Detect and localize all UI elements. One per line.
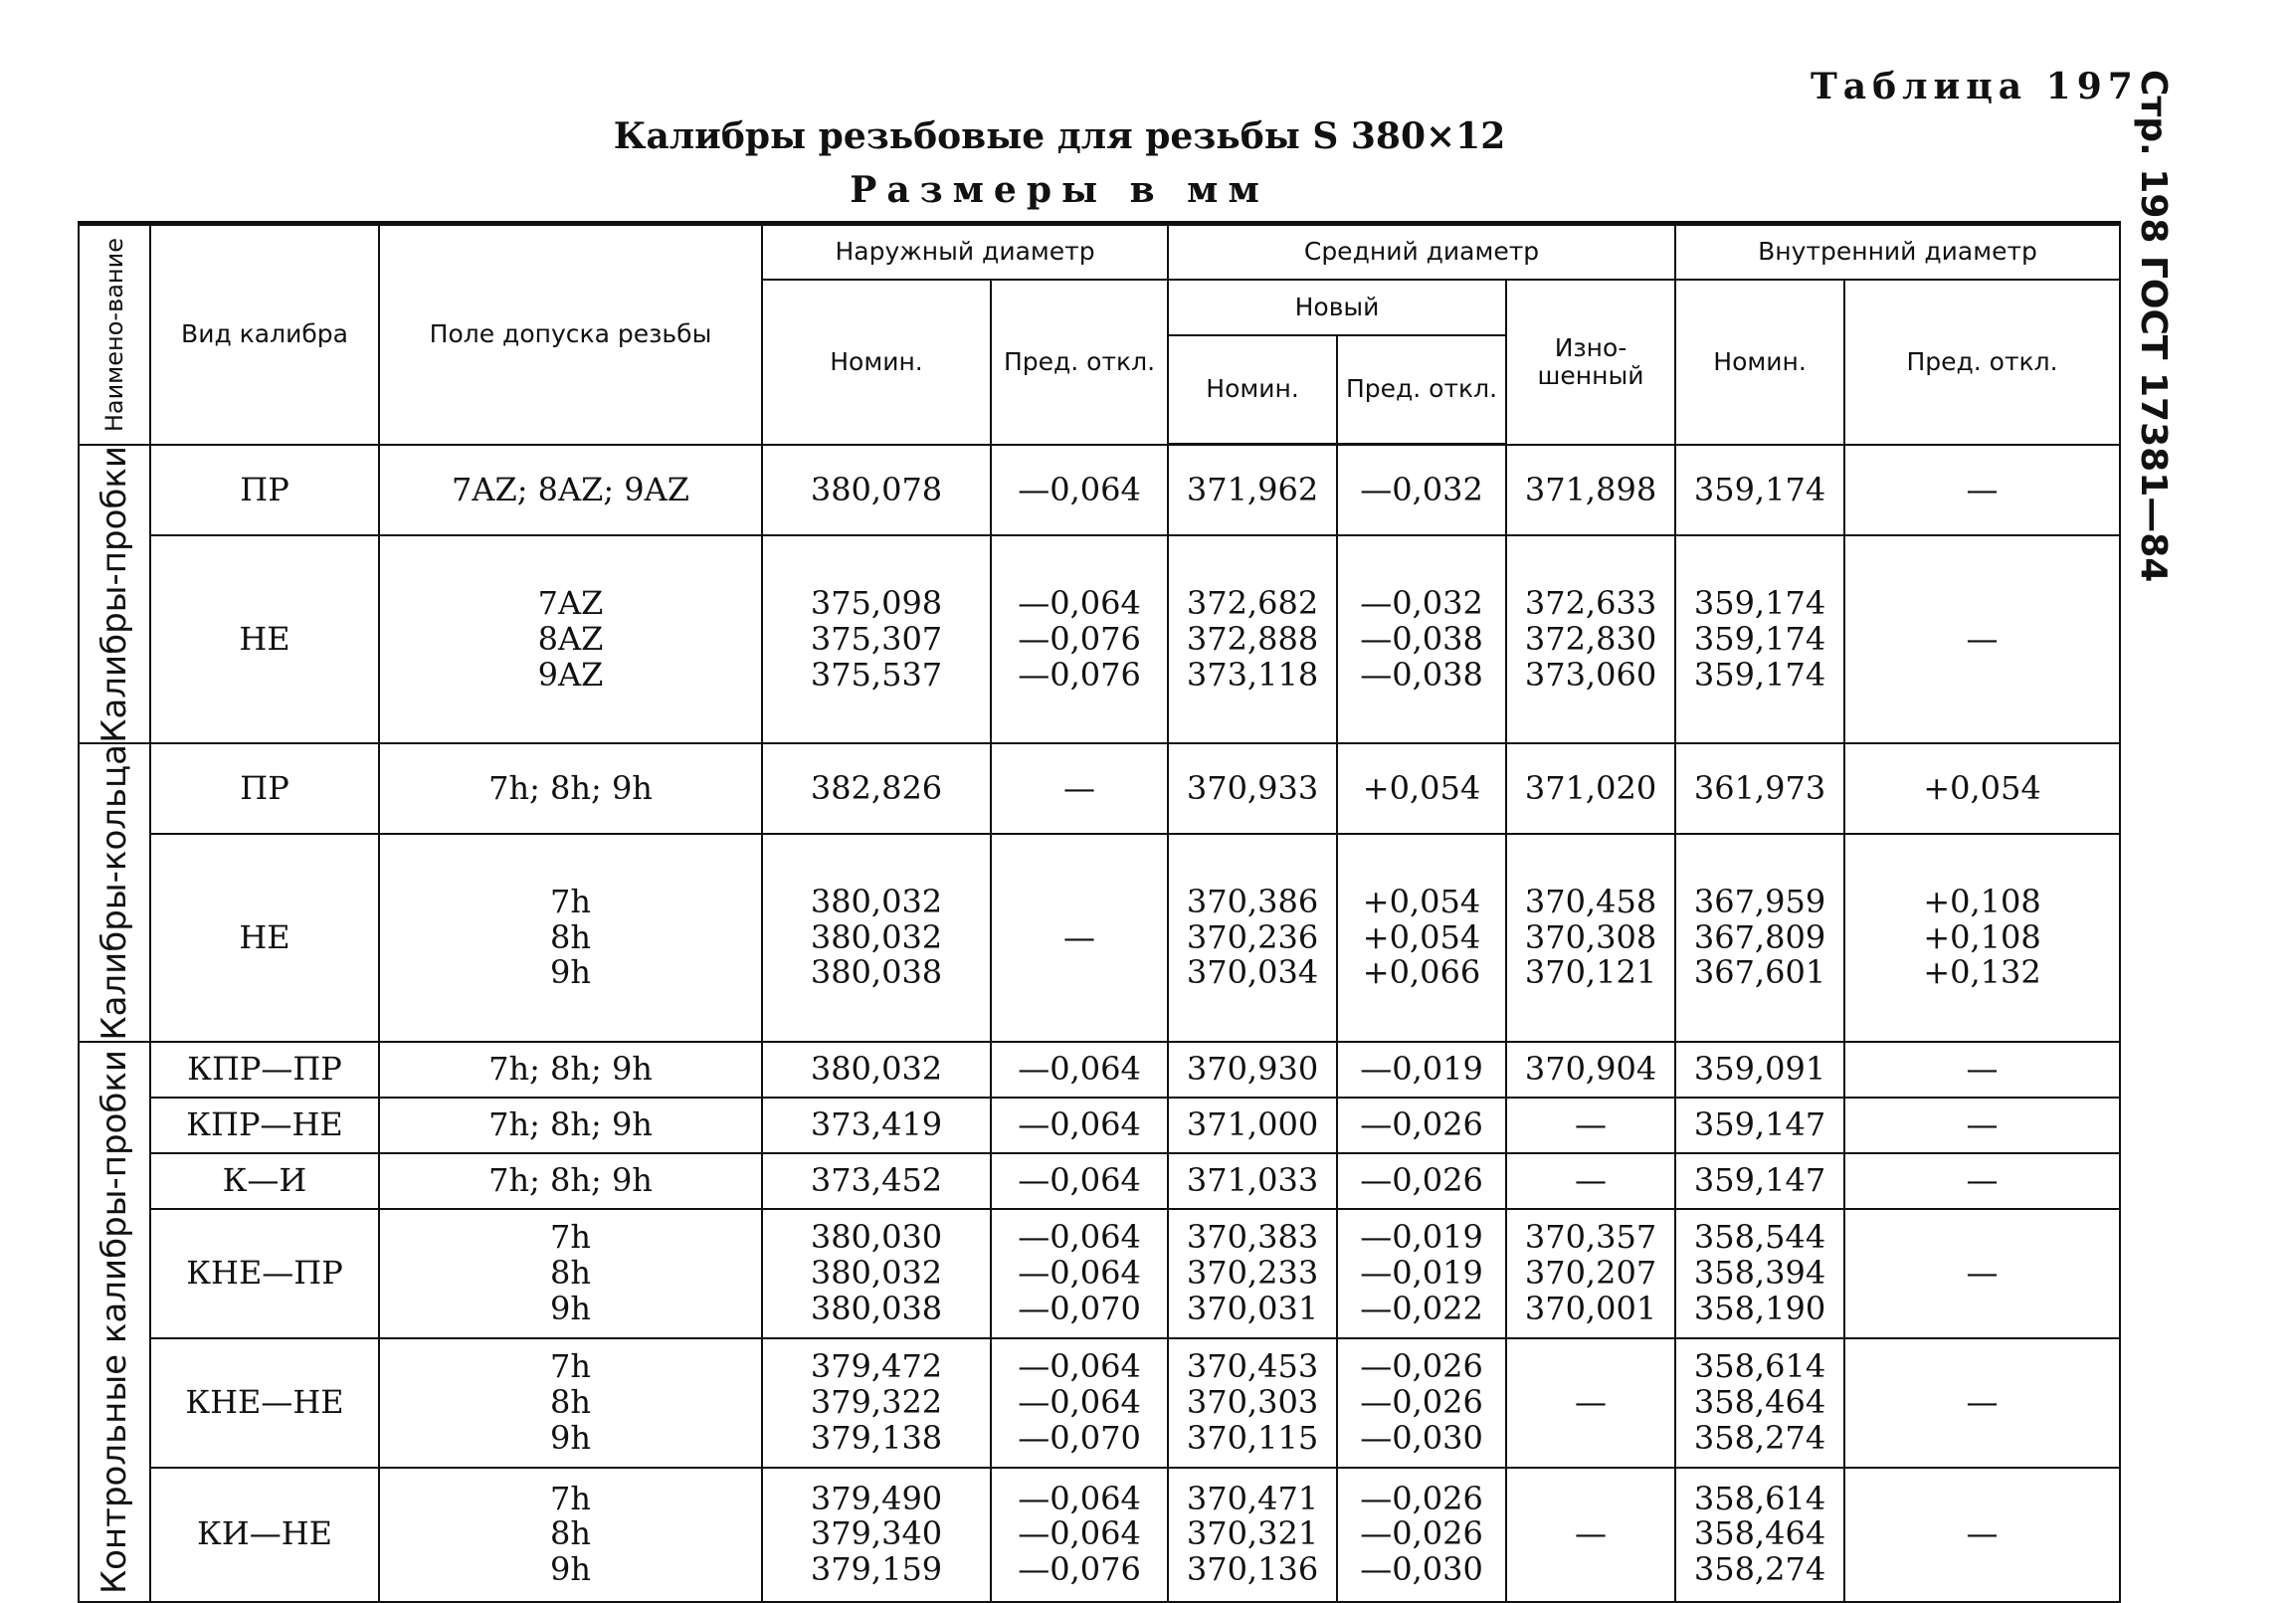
cell-value: —0,064 — [1018, 584, 1141, 623]
tolerance-field — [379, 535, 762, 743]
mean-deviation — [1337, 834, 1506, 1041]
cell-value: —0,064 — [1018, 1253, 1141, 1292]
inner-nominal — [1675, 834, 1844, 1041]
cell-value: 370,930 — [1186, 1049, 1319, 1088]
col-outer-diameter-header: Наружный диаметр — [762, 224, 1168, 280]
cell-value: 379,472 — [810, 1347, 943, 1385]
col-type-header: Вид калибра — [150, 224, 379, 445]
table-body — [79, 445, 2120, 1602]
cell-value: 370,001 — [1524, 1289, 1657, 1327]
cell-value: —0,064 — [1018, 1382, 1141, 1421]
mean-nominal — [1168, 1042, 1337, 1098]
cell-value: 375,307 — [810, 619, 943, 658]
inner-nominal — [1675, 1153, 1844, 1209]
inner-deviation — [1844, 535, 2120, 743]
cell-value: —0,032 — [1360, 470, 1483, 508]
cell-value: 372,830 — [1524, 619, 1657, 658]
cell-value: 9h — [550, 1418, 591, 1457]
cell-value: — — [1063, 768, 1095, 807]
group-plug: Калибры-пробки — [79, 445, 150, 744]
gauge-type: НЕ — [150, 834, 379, 1041]
cell-value: —0,076 — [1018, 619, 1141, 658]
mean-deviation — [1337, 743, 1506, 834]
cell-value: 379,340 — [810, 1514, 943, 1553]
cell-value: —0,064 — [1018, 1479, 1141, 1517]
col-tolerance-header: Поле допуска резьбы — [379, 224, 762, 445]
mean-worn — [1506, 445, 1675, 536]
gauge-type: КНЕ—НЕ — [150, 1338, 379, 1468]
cell-value: 371,898 — [1524, 470, 1657, 508]
cell-value: 358,190 — [1693, 1289, 1826, 1327]
cell-value: 370,933 — [1186, 768, 1319, 807]
cell-value: 370,034 — [1186, 953, 1319, 992]
cell-value: 7h — [550, 882, 591, 920]
cell-value: 8h — [550, 1514, 591, 1553]
cell-value: —0,026 — [1360, 1160, 1483, 1199]
cell-value: 373,118 — [1186, 655, 1319, 694]
outer-deviation — [991, 1468, 1168, 1602]
outer-deviation — [991, 1042, 1168, 1098]
inner-nominal — [1675, 535, 1844, 743]
gauge-type: НЕ — [150, 535, 379, 743]
cell-value: 358,464 — [1693, 1382, 1826, 1421]
cell-value: 7h; 8h; 9h — [488, 1160, 653, 1199]
outer-nominal — [762, 445, 991, 536]
cell-value: 367,601 — [1693, 953, 1826, 992]
mean-deviation — [1337, 1338, 1506, 1468]
mean-worn — [1506, 1042, 1675, 1098]
table-title: Калибры резьбовые для резьбы S 380×12 — [613, 115, 1506, 157]
cell-value: 380,038 — [810, 1289, 943, 1327]
cell-value: 380,032 — [810, 1049, 943, 1088]
tolerance-field — [379, 1098, 762, 1153]
mean-worn — [1506, 1098, 1675, 1153]
id-deviation-header: Пред. откл. — [1844, 280, 2120, 445]
col-mean-diameter-header: Средний диаметр — [1168, 224, 1675, 280]
cell-value: 375,537 — [810, 655, 943, 694]
page-reference — [2119, 70, 2228, 583]
mean-deviation — [1337, 445, 1506, 536]
cell-value: —0,030 — [1360, 1418, 1483, 1457]
mean-deviation — [1337, 1468, 1506, 1602]
table-row — [79, 535, 2120, 743]
mean-nominal — [1168, 1209, 1337, 1338]
group-control: Контрольные калибры-пробки — [79, 1042, 150, 1602]
cell-value: 380,030 — [810, 1218, 943, 1256]
table-row — [79, 1098, 2120, 1153]
table-row — [79, 1338, 2120, 1468]
cell-value: —0,026 — [1360, 1382, 1483, 1421]
cell-value: 7h; 8h; 9h — [488, 768, 653, 807]
cell-value: —0,064 — [1018, 470, 1141, 508]
col-name-header: Наимено-вание — [79, 224, 150, 445]
gauge-type: КПР—ПР — [150, 1042, 379, 1098]
mean-worn — [1506, 834, 1675, 1041]
table-row — [79, 1209, 2120, 1338]
mean-deviation — [1337, 535, 1506, 743]
cell-value: 371,962 — [1186, 470, 1319, 508]
cell-value: 370,383 — [1186, 1218, 1319, 1256]
cell-value: 7h — [550, 1479, 591, 1517]
cell-value: 358,274 — [1693, 1418, 1826, 1457]
cell-value: 8h — [550, 1253, 591, 1292]
cell-value: —0,070 — [1018, 1418, 1141, 1457]
cell-value: — — [1575, 1160, 1608, 1199]
mean-nominal — [1168, 743, 1337, 834]
cell-value: 9h — [550, 953, 591, 992]
outer-nominal — [762, 1098, 991, 1153]
cell-value: 358,544 — [1693, 1218, 1826, 1256]
header-row-1 — [79, 224, 2120, 280]
inner-deviation — [1844, 1338, 2120, 1468]
gauge-type: ПР — [150, 743, 379, 834]
cell-value: 370,136 — [1186, 1550, 1319, 1589]
cell-value: 7h — [550, 1218, 591, 1256]
cell-value: 8h — [550, 1382, 591, 1421]
cell-value: 375,098 — [810, 584, 943, 623]
inner-nominal — [1675, 743, 1844, 834]
inner-nominal — [1675, 445, 1844, 536]
table-row — [79, 743, 2120, 834]
mean-nominal — [1168, 1468, 1337, 1602]
cell-value: 370,471 — [1186, 1479, 1319, 1517]
cell-value: 380,032 — [810, 882, 943, 920]
cell-value: —0,019 — [1360, 1218, 1483, 1256]
md-deviation-header: Пред. откл. — [1337, 335, 1506, 445]
cell-value: 379,322 — [810, 1382, 943, 1421]
gauge-type: КИ—НЕ — [150, 1468, 379, 1602]
cell-value: 370,303 — [1186, 1382, 1319, 1421]
id-nominal-header: Номин. — [1675, 280, 1844, 445]
inner-nominal — [1675, 1098, 1844, 1153]
cell-value: 7h — [550, 1347, 591, 1385]
mean-worn — [1506, 1468, 1675, 1602]
mean-worn — [1506, 1209, 1675, 1338]
outer-nominal — [762, 535, 991, 743]
cell-value: —0,076 — [1018, 1550, 1141, 1589]
tolerance-field — [379, 1468, 762, 1602]
mean-deviation — [1337, 1042, 1506, 1098]
page-reference-text: Стр. 198 ГОСТ 17381—84 — [2133, 70, 2174, 583]
cell-value: 359,174 — [1693, 584, 1826, 623]
cell-value: 358,614 — [1693, 1347, 1826, 1385]
inner-deviation — [1844, 1042, 2120, 1098]
cell-value: +0,054 — [1362, 768, 1481, 807]
cell-value: — — [1966, 1382, 1999, 1421]
cell-value: —0,064 — [1018, 1347, 1141, 1385]
outer-nominal — [762, 1338, 991, 1468]
cell-value: —0,026 — [1360, 1514, 1483, 1553]
group-ring: Калибры-кольца — [79, 743, 150, 1042]
cell-value: —0,038 — [1360, 655, 1483, 694]
cell-value: 371,033 — [1186, 1160, 1319, 1199]
mean-deviation — [1337, 1098, 1506, 1153]
md-nominal-header: Номин. — [1168, 335, 1337, 445]
inner-nominal — [1675, 1042, 1844, 1098]
mean-worn — [1506, 1153, 1675, 1209]
cell-value: 371,000 — [1186, 1104, 1319, 1143]
inner-deviation — [1844, 445, 2120, 536]
outer-deviation — [991, 535, 1168, 743]
inner-deviation — [1844, 1468, 2120, 1602]
gauge-type: КПР—НЕ — [150, 1098, 379, 1153]
cell-value: — — [1575, 1514, 1608, 1553]
mean-worn — [1506, 743, 1675, 834]
inner-deviation — [1844, 834, 2120, 1041]
table-row — [79, 1468, 2120, 1602]
cell-value: —0,026 — [1360, 1347, 1483, 1385]
cell-value: — — [1966, 1253, 1999, 1292]
cell-value: 359,174 — [1693, 655, 1826, 694]
cell-value: +0,108 — [1923, 882, 2041, 920]
cell-value: 9h — [550, 1289, 591, 1327]
cell-value: — — [1966, 470, 1999, 508]
od-deviation-header: Пред. откл. — [991, 280, 1168, 445]
cell-value: 380,032 — [810, 917, 943, 956]
table-number: Таблица 197 — [1811, 66, 2139, 107]
cell-value: 359,174 — [1693, 619, 1826, 658]
cell-value: — — [1966, 619, 1999, 658]
cell-value: 359,174 — [1693, 470, 1826, 508]
cell-value: 7h; 8h; 9h — [488, 1104, 653, 1143]
cell-value: —0,022 — [1360, 1289, 1483, 1327]
cell-value: 367,959 — [1693, 882, 1826, 920]
inner-nominal — [1675, 1338, 1844, 1468]
outer-nominal — [762, 1209, 991, 1338]
mean-deviation — [1337, 1153, 1506, 1209]
gauge-type: КНЕ—ПР — [150, 1209, 379, 1338]
tolerance-field — [379, 1153, 762, 1209]
units-note: Размеры в мм — [850, 169, 1269, 211]
cell-value: 379,490 — [810, 1479, 943, 1517]
cell-value: 372,682 — [1186, 584, 1319, 623]
gauge-type: ПР — [150, 445, 379, 536]
inner-deviation — [1844, 1153, 2120, 1209]
cell-value: — — [1966, 1049, 1999, 1088]
cell-value: 359,147 — [1693, 1160, 1826, 1199]
cell-value: 370,453 — [1186, 1347, 1319, 1385]
cell-value: 370,121 — [1524, 953, 1657, 992]
cell-value: 370,031 — [1186, 1289, 1319, 1327]
outer-deviation — [991, 445, 1168, 536]
cell-value: 370,308 — [1524, 917, 1657, 956]
cell-value: 370,386 — [1186, 882, 1319, 920]
cell-value: 382,826 — [810, 768, 943, 807]
outer-deviation — [991, 1098, 1168, 1153]
outer-nominal — [762, 1468, 991, 1602]
cell-value: 370,458 — [1524, 882, 1657, 920]
cell-value: 380,032 — [810, 1253, 943, 1292]
cell-value: 372,633 — [1524, 584, 1657, 623]
cell-value: +0,132 — [1923, 953, 2041, 992]
tolerance-field — [379, 445, 762, 536]
cell-value: 373,419 — [810, 1104, 943, 1143]
cell-value: —0,064 — [1018, 1218, 1141, 1256]
cell-value: 7AZ — [537, 584, 604, 623]
mean-nominal — [1168, 1098, 1337, 1153]
cell-value: +0,108 — [1923, 917, 2041, 956]
cell-value: 358,274 — [1693, 1550, 1826, 1589]
table-row — [79, 445, 2120, 536]
cell-value: +0,066 — [1362, 953, 1481, 992]
cell-value: —0,026 — [1360, 1479, 1483, 1517]
cell-value: 358,464 — [1693, 1514, 1826, 1553]
cell-value: —0,070 — [1018, 1289, 1141, 1327]
cell-value: 370,904 — [1524, 1049, 1657, 1088]
cell-value: 7AZ; 8AZ; 9AZ — [451, 470, 689, 508]
gauge-table — [78, 221, 2121, 1603]
cell-value: —0,019 — [1360, 1049, 1483, 1088]
mean-nominal — [1168, 535, 1337, 743]
cell-value: — — [1575, 1104, 1608, 1143]
cell-value: 370,321 — [1186, 1514, 1319, 1553]
outer-deviation — [991, 743, 1168, 834]
cell-value: 370,233 — [1186, 1253, 1319, 1292]
cell-value: —0,026 — [1360, 1104, 1483, 1143]
cell-value: 370,207 — [1524, 1253, 1657, 1292]
cell-value: — — [1966, 1160, 1999, 1199]
inner-nominal — [1675, 1468, 1844, 1602]
gauge-type: К—И — [150, 1153, 379, 1209]
cell-value: —0,076 — [1018, 655, 1141, 694]
cell-value: —0,038 — [1360, 619, 1483, 658]
cell-value: —0,064 — [1018, 1049, 1141, 1088]
md-new-header: Новый — [1168, 280, 1506, 335]
tolerance-field — [379, 1042, 762, 1098]
tolerance-field — [379, 743, 762, 834]
cell-value: 372,888 — [1186, 619, 1319, 658]
mean-worn — [1506, 535, 1675, 743]
cell-value: — — [1966, 1104, 1999, 1143]
cell-value: 367,809 — [1693, 917, 1826, 956]
cell-value: — — [1966, 1514, 1999, 1553]
table-row — [79, 834, 2120, 1041]
cell-value: —0,064 — [1018, 1104, 1141, 1143]
mean-deviation — [1337, 1209, 1506, 1338]
mean-nominal — [1168, 1153, 1337, 1209]
cell-value: —0,032 — [1360, 584, 1483, 623]
outer-deviation — [991, 1338, 1168, 1468]
cell-value: —0,019 — [1360, 1253, 1483, 1292]
cell-value: 358,614 — [1693, 1479, 1826, 1517]
tolerance-field — [379, 1209, 762, 1338]
outer-nominal — [762, 1153, 991, 1209]
inner-nominal — [1675, 1209, 1844, 1338]
cell-value: 370,115 — [1186, 1418, 1319, 1457]
outer-nominal — [762, 834, 991, 1041]
outer-nominal — [762, 1042, 991, 1098]
cell-value: — — [1063, 917, 1095, 956]
mean-nominal — [1168, 445, 1337, 536]
cell-value: —0,064 — [1018, 1514, 1141, 1553]
cell-value: +0,054 — [1923, 768, 2041, 807]
cell-value: 9h — [550, 1550, 591, 1589]
tolerance-field — [379, 1338, 762, 1468]
cell-value: +0,054 — [1362, 917, 1481, 956]
cell-value: 361,973 — [1693, 768, 1826, 807]
inner-deviation — [1844, 1209, 2120, 1338]
md-worn-header: Изно-шенный — [1506, 280, 1675, 445]
cell-value: 371,020 — [1524, 768, 1657, 807]
col-inner-diameter-header: Внутренний диаметр — [1675, 224, 2120, 280]
table-row — [79, 1153, 2120, 1209]
cell-value: 358,394 — [1693, 1253, 1826, 1292]
outer-nominal — [762, 743, 991, 834]
cell-value: 379,138 — [810, 1418, 943, 1457]
cell-value: 373,060 — [1524, 655, 1657, 694]
cell-value: 373,452 — [810, 1160, 943, 1199]
tolerance-field — [379, 834, 762, 1041]
inner-deviation — [1844, 1098, 2120, 1153]
cell-value: 359,091 — [1693, 1049, 1826, 1088]
table-row — [79, 1042, 2120, 1098]
cell-value: 380,078 — [810, 470, 943, 508]
cell-value: 379,159 — [810, 1550, 943, 1589]
cell-value: 8AZ — [537, 619, 604, 658]
cell-value: 359,147 — [1693, 1104, 1826, 1143]
outer-deviation — [991, 834, 1168, 1041]
cell-value: 380,038 — [810, 953, 943, 992]
cell-value: 370,357 — [1524, 1218, 1657, 1256]
inner-deviation — [1844, 743, 2120, 834]
outer-deviation — [991, 1153, 1168, 1209]
cell-value: —0,030 — [1360, 1550, 1483, 1589]
mean-worn — [1506, 1338, 1675, 1468]
cell-value: 7h; 8h; 9h — [488, 1049, 653, 1088]
cell-value: —0,064 — [1018, 1160, 1141, 1199]
mean-nominal — [1168, 1338, 1337, 1468]
mean-nominal — [1168, 834, 1337, 1041]
cell-value: 8h — [550, 917, 591, 956]
od-nominal-header: Номин. — [762, 280, 991, 445]
cell-value: 9AZ — [537, 655, 604, 694]
outer-deviation — [991, 1209, 1168, 1338]
cell-value: 370,236 — [1186, 917, 1319, 956]
cell-value: — — [1575, 1382, 1608, 1421]
cell-value: +0,054 — [1362, 882, 1481, 920]
